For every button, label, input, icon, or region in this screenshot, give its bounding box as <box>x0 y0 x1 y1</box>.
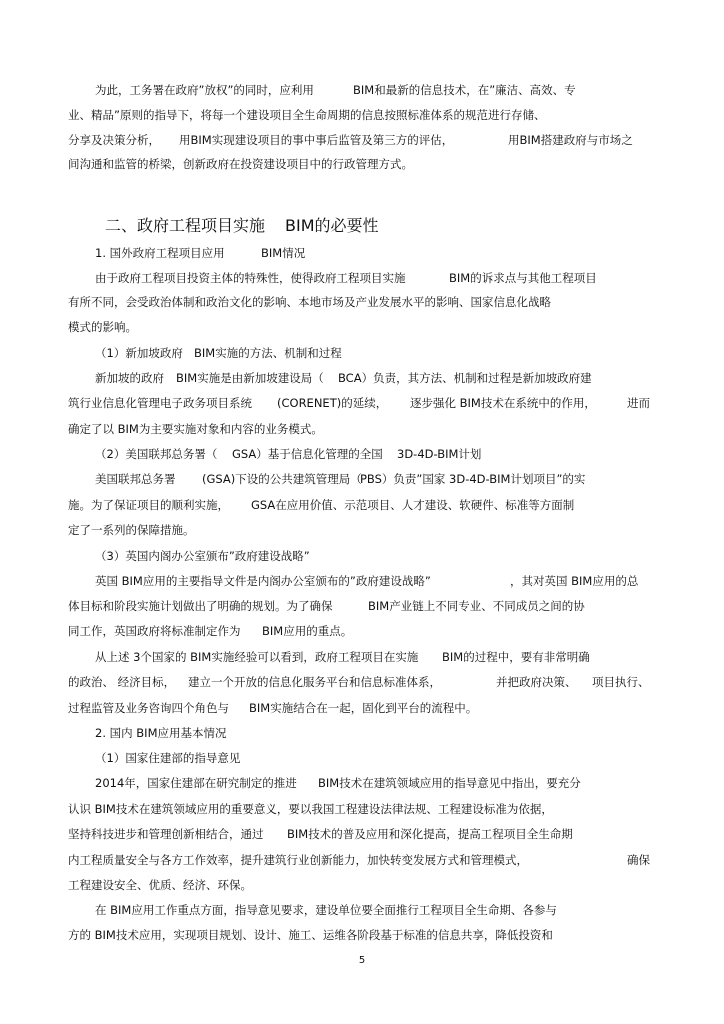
text-segment: 2014年，国家住建部在研究制定的推进 <box>95 776 297 790</box>
text-line <box>0 495 724 515</box>
text-line <box>0 773 724 793</box>
text-line <box>0 243 724 263</box>
text-segment: 认识 BIM技术在建筑领域应用的重要意义，要以我国工程建设法律法规、工程建设标准为依据， <box>68 802 553 816</box>
text-segment: BIM情况 <box>261 246 306 260</box>
text-segment: 模式的影响。 <box>68 320 137 334</box>
text-segment: （1）国家住建部的指导意见 <box>95 751 241 765</box>
text-line <box>0 647 724 667</box>
text-line <box>0 343 724 363</box>
text-line <box>0 130 724 150</box>
text-line <box>0 596 724 616</box>
text-line <box>0 900 724 920</box>
text-line <box>0 799 724 819</box>
section-heading <box>105 214 379 238</box>
text-line <box>0 419 724 439</box>
text-segment: 体目标和阶段实施计划做出了明确的规划。为了确保 <box>68 599 333 613</box>
text-segment: BIM的过程中，要有非常明确 <box>442 650 590 664</box>
page-number: 5 <box>358 955 366 966</box>
text-segment: BIM的诉求点与其他工程项目 <box>449 271 597 285</box>
text-segment: 从上述 3个国家的 BIM实施经验可以看到，政府工程项目在实施 <box>95 650 419 664</box>
text-segment: 筑行业信息化管理电子政务项目系统 <box>68 396 252 410</box>
text-line <box>0 824 724 844</box>
text-line <box>0 292 724 312</box>
text-segment: （1）新加坡政府 <box>95 346 183 360</box>
text-segment: BIM和最新的信息技术，在”廉洁、高效、专 <box>353 83 576 97</box>
text-segment: BIM实施是由新加坡建设局（ <box>176 371 324 385</box>
text-segment: 内工程质量安全与各方工作效率，提升建筑行业创新能力，加快转变发展方式和管理模式， <box>68 853 528 867</box>
text-segment: 建立一个开放的信息化服务平台和信息标准体系， <box>188 675 441 689</box>
text-line <box>0 748 724 768</box>
text-segment: BIM技术在建筑领域应用的指导意见中指出，要充分 <box>318 776 581 790</box>
text-segment: 3D-4D-BIM计划 <box>397 447 482 461</box>
text-segment: 新加坡的政府 <box>95 371 164 385</box>
text-segment: 由于政府工程项目投资主体的特殊性，使得政府工程项目实施 <box>95 271 406 285</box>
text-segment: 有所不同，会受政治体制和政治文化的影响、本地市场及产业发展水平的影响、国家信息化战略 <box>68 295 551 309</box>
text-segment: (GSA)下设的公共建筑管理局（ <box>202 472 362 486</box>
text-segment: （2）美国联邦总务署（ <box>95 447 218 461</box>
text-segment: 逐步强化 BIM技术在系统中的作用， <box>410 396 596 410</box>
text-line <box>0 546 724 566</box>
text-segment: 坚持科技进步和管理创新相结合，通过 <box>68 827 264 841</box>
text-line <box>0 621 724 641</box>
text-line <box>0 698 724 718</box>
text-segment: （3）英国内阁办公室颁布”政府建设战略” <box>95 549 310 563</box>
text-segment: 同工作，英国政府将标准制定作为 <box>68 624 241 638</box>
text-line <box>0 154 724 174</box>
text-line <box>0 469 724 489</box>
text-segment: PBS）负责”国家 3D-4D-BIM计划项目”的实 <box>360 472 586 486</box>
text-segment: 美国联邦总务署 <box>95 472 176 486</box>
text-line <box>0 672 724 692</box>
text-segment: 用BIM搭建政府与市场之 <box>508 133 633 147</box>
text-segment: 确定了以 BIM为主要实施对象和内容的业务模式。 <box>68 422 323 436</box>
text-segment: 1. 国外政府工程项目应用 <box>95 246 225 260</box>
text-segment: 分享及决策分析， <box>68 133 160 147</box>
text-segment: 方的 BIM技术应用，实现项目规划、设计、施工、运维各阶段基于标准的信息共享，降低投资和 <box>68 928 553 942</box>
text-segment: 施。为了保证项目的顺利实施， <box>68 498 229 512</box>
text-line <box>0 723 724 743</box>
text-segment: 为此，工务署在政府”放权”的同时，应利用 <box>95 83 314 97</box>
text-line <box>0 393 724 413</box>
text-segment: GSA）基于信息化管理的全国 <box>232 447 383 461</box>
text-line <box>0 571 724 591</box>
text-segment: GSA在应用价值、示范项目、人才建设、软硬件、标准等方面制 <box>251 498 575 512</box>
text-line <box>0 268 724 288</box>
text-segment: BIM技术的普及应用和深化提高，提高工程项目全生命期 <box>287 827 573 841</box>
text-segment: BIM实施结合在一起，固化到平台的流程中。 <box>249 701 478 715</box>
text-segment: 工程建设安全、优质、经济、环保。 <box>68 878 252 892</box>
heading-text: BIM的必要性 <box>285 216 379 235</box>
text-segment: 的政治、 经济目标， <box>68 675 176 689</box>
text-segment: BIM产业链上不同专业、不同成员之间的协 <box>368 599 585 613</box>
text-segment: 间沟通和监管的桥梁，创新政府在投资建设项目中的行政管理方式。 <box>68 157 413 171</box>
text-line <box>0 925 724 945</box>
text-segment: 2. 国内 BIM应用基本情况 <box>95 726 227 740</box>
heading-text: 二、政府工程项目实施 <box>105 216 266 235</box>
text-line <box>0 105 724 125</box>
text-line <box>0 368 724 388</box>
text-line <box>0 444 724 464</box>
text-segment: 在 BIM应用工作重点方面，指导意见要求，建设单位要全面推行工程项目全生命期、各参与 <box>95 903 557 917</box>
text-segment: 定了一系列的保障措施。 <box>68 523 195 537</box>
text-segment: 进而 <box>627 396 650 410</box>
text-line <box>0 875 724 895</box>
text-segment: 并把政府决策、 <box>496 675 577 689</box>
text-segment: ，其对英国 BIM应用的总 <box>510 574 639 588</box>
text-segment: (CORENET)的延续， <box>277 396 388 410</box>
text-segment: 业、精品”原则的指导下，将每一个建设项目全生命周期的信息按照标准体系的规范进行存储、 <box>68 108 546 122</box>
text-segment: BIM应用的重点。 <box>262 624 353 638</box>
text-line <box>0 80 724 100</box>
text-segment: BCA）负责，其方法、机制和过程是新加坡政府建 <box>338 371 592 385</box>
text-segment: 英国 BIM应用的主要指导文件是内阁办公室颁布的”政府建设战略” <box>95 574 431 588</box>
text-segment: 确保 <box>627 853 650 867</box>
text-segment: 项目执行、 <box>592 675 650 689</box>
text-segment: 过程监管及业务咨询四个角色与 <box>68 701 229 715</box>
text-line <box>0 520 724 540</box>
text-line <box>0 317 724 337</box>
text-segment: 用BIM实现建设项目的事中事后监管及第三方的评估， <box>179 133 454 147</box>
text-segment: BIM实施的方法、机制和过程 <box>194 346 342 360</box>
text-line <box>0 850 724 870</box>
